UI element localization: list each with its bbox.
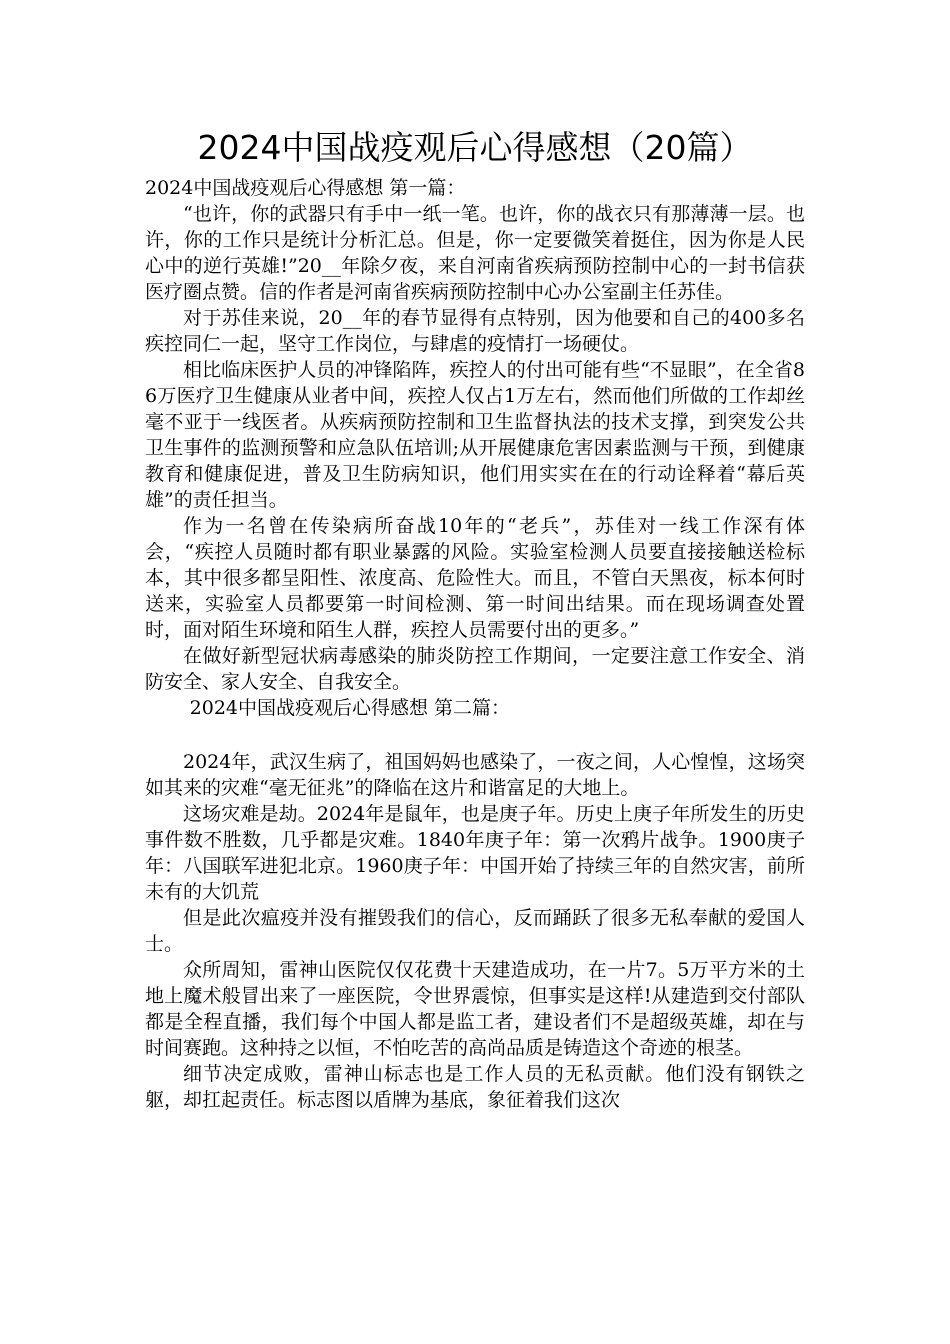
document-title: 2024中国战疫观后心得感想（20篇） [197, 128, 753, 167]
section-2-paragraph-2: 这场灾难是劫。2024年是鼠年，也是庚子年。历史上庚子年所发生的历史事件数不胜数，几乎都是灾难。1840年庚子年：第一次鸦片战争。1900庚子年：八国联军进犯北京。1960庚子年：中国开始了持续三年的自然灾害，前所未有的大饥荒 [145, 803, 805, 903]
section-2-paragraph-4: 众所周知，雷神山医院仅仅花费十天建造成功，在一片7。5万平方米的土地上魔术般冒出来了一座医院，令世界震惊，但事实是这样!从建造到交付部队都是全程直播，我们每个中国人都是监工者，建设者们不是超级英雄，却在与时间赛跑。这种持之以恒，不怕吃苦的高尚品质是铸造这个奇迹的根茎。 [145, 959, 805, 1059]
section-1-paragraph-2: 对于苏佳来说，20__年的春节显得有点特别，因为他要和自己的400多名疾控同仁一起，坚守工作岗位，与肆虐的疫情打一场硬仗。 [145, 307, 805, 355]
section-2-heading: 2024中国战疫观后心得感想 第二篇： [189, 697, 511, 719]
section-spacer [145, 721, 805, 749]
section-2-paragraph-1: 2024年，武汉生病了，祖国妈妈也感染了，一夜之间，人心惶惶，这场突如其来的灾难“毫无征兆”的降临在这片和谐富足的大地上。 [145, 751, 805, 799]
section-1-heading: 2024中国战疫观后心得感想 第一篇： [145, 177, 466, 199]
section-1-paragraph-3: 相比临床医护人员的冲锋陷阵，疾控人的付出可能有些“不显眼”，在全省86万医疗卫生健康从业者中间，疾控人仅占1万左右，然而他们所做的工作却丝毫不亚于一线医者。从疾病预防控制和卫生监督执法的技术支撑，到突发公共卫生事件的监测预警和应急队伍培训;从开展健康危害因素监测与干预，到健康教育和健康促进，普及卫生防病知识，他们用实实在在的行动诠释着“幕后英雄”的责任担当。 [145, 359, 805, 511]
section-1-paragraph-5: 在做好新型冠状病毒感染的肺炎防控工作期间，一定要注意工作安全、消防安全、家人安全、自我安全。 [145, 645, 805, 693]
section-1-paragraph-1: “也许，你的武器只有手中一纸一笔。也许，你的战衣只有那薄薄一层。也许，你的工作只是统计分析汇总。但是，你一定要微笑着挺住，因为你是人民心中的逆行英雄!”20__年除夕夜，来自河南省疾病预防控制中心的一封书信获医疗圈点赞。信的作者是河南省疾病预防控制中心办公室副主任苏佳。 [145, 203, 805, 303]
section-2-paragraph-3: 但是此次瘟疫并没有摧毁我们的信心，反而踊跃了很多无私奉献的爱国人士。 [145, 907, 805, 955]
section-1-paragraph-4: 作为一名曾在传染病所奋战10年的“老兵”，苏佳对一线工作深有体会，“疾控人员随时都有职业暴露的风险。实验室检测人员要直接接触送检标本，其中很多都呈阳性、浓度高、危险性大。而且，不管白天黑夜，标本何时送来，实验室人员都要第一时间检测、第一时间出结果。而在现场调查处置时，面对陌生环境和陌生人群，疾控人员需要付出的更多。” [145, 515, 805, 641]
section-2-paragraph-5: 细节决定成败，雷神山标志也是工作人员的无私贡献。他们没有钢铁之躯，却扛起责任。标志图以盾牌为基底，象征着我们这次 [145, 1063, 805, 1111]
document-page [145, 125, 805, 1113]
